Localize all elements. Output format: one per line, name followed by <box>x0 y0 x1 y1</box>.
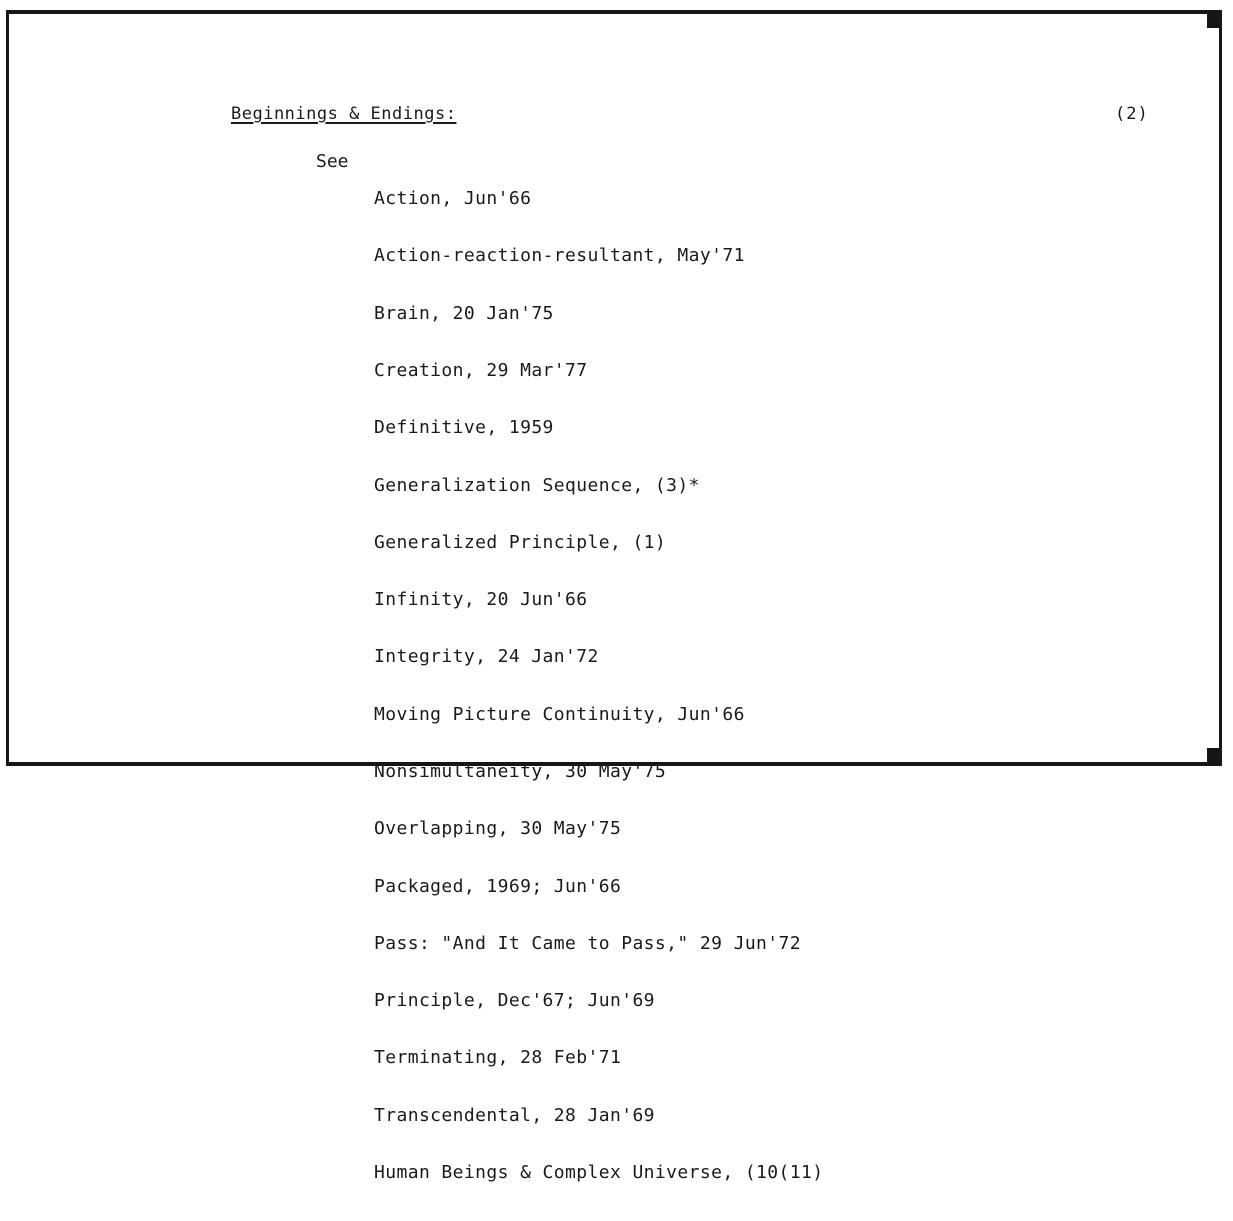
reference-item: Action, Jun'66 <box>374 188 532 210</box>
reference-item: Overlapping, 30 May'75 <box>374 818 622 840</box>
card-page-number: (2) <box>1115 104 1149 124</box>
reference-item: Action-reaction-resultant, May'71 <box>374 245 745 267</box>
reference-item: Generalization Sequence, (3)* <box>374 474 700 496</box>
cross-reference-list <box>374 151 823 1220</box>
reference-item: Packaged, 1969; Jun'66 <box>374 875 622 897</box>
reference-item: Terminating, 28 Feb'71 <box>374 1047 622 1069</box>
reference-item: Transcendental, 28 Jan'69 <box>374 1104 655 1126</box>
reference-item: Creation, 29 Mar'77 <box>374 360 588 382</box>
reference-item: Definitive, 1959 <box>374 417 554 439</box>
reference-item: Moving Picture Continuity, Jun'66 <box>374 703 745 725</box>
reference-item: Integrity, 24 Jan'72 <box>374 646 599 668</box>
corner-mark-bottom-right <box>1207 748 1219 762</box>
reference-item: Nonsimultaneity, 30 May'75 <box>374 761 667 782</box>
reference-item: Generalized Principle, (1) <box>374 531 667 553</box>
reference-item: Pass: "And It Came to Pass," 29 Jun'72 <box>374 932 802 954</box>
corner-mark-top-right <box>1207 14 1219 28</box>
reference-item: Infinity, 20 Jun'66 <box>374 589 588 611</box>
reference-item: Principle, Dec'67; Jun'69 <box>374 990 655 1012</box>
see-label: See <box>316 151 349 172</box>
reference-item: Human Beings & Complex Universe, (10(11) <box>374 1161 824 1183</box>
reference-item: Brain, 20 Jan'75 <box>374 302 554 324</box>
entry-title: Beginnings & Endings: <box>231 104 457 124</box>
entry-heading <box>231 104 456 124</box>
